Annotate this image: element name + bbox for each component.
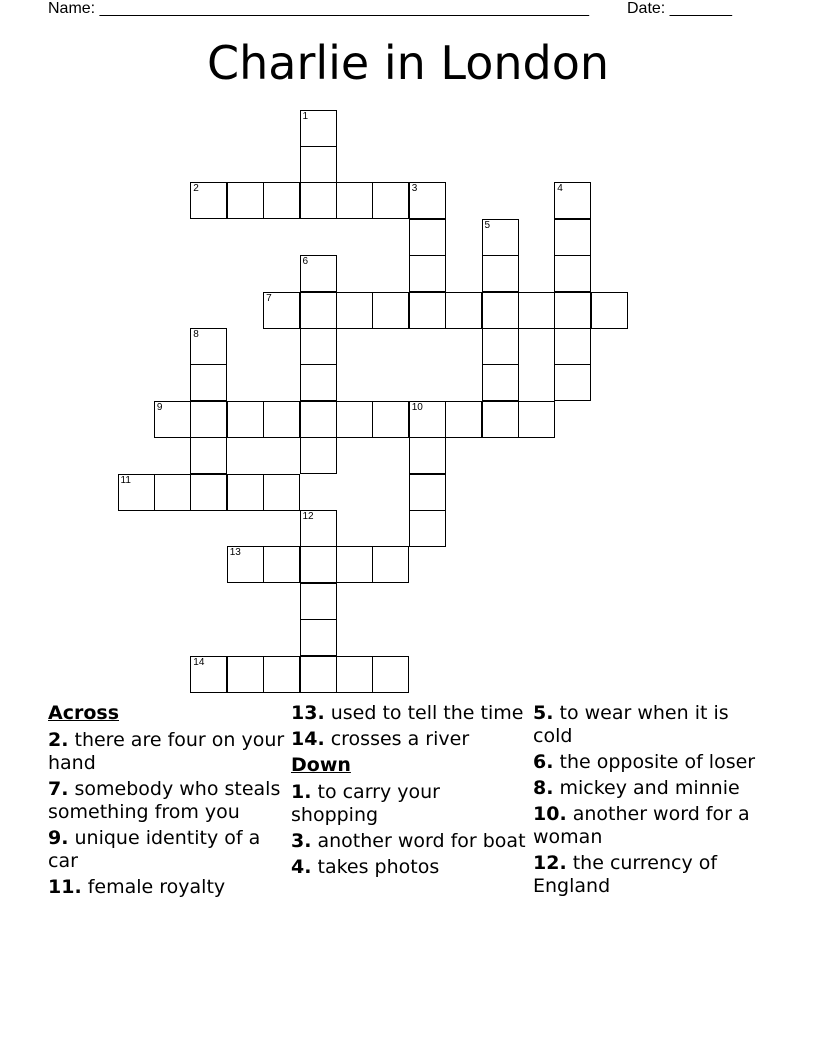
clue-text: to carry your shopping [291,781,440,826]
crossword-cell[interactable] [263,401,300,438]
clue-number-label: 9. [48,827,69,849]
clue-text: unique identity of a car [48,827,261,872]
clue-text: crosses a river [330,728,470,750]
crossword-cell[interactable] [227,474,264,511]
across-heading: Across [48,702,120,724]
name-field-line: Name: _______________________________________________________ [48,0,589,17]
crossword-cell[interactable] [300,619,337,656]
crossword-cell[interactable] [300,110,337,147]
date-field-line: Date: _______ [627,0,732,17]
crossword-cell[interactable] [518,401,555,438]
crossword-cell[interactable] [300,510,337,547]
clue-number: 4 [557,183,563,195]
crossword-cell[interactable] [336,546,373,583]
clue-number: 11 [120,474,131,486]
clue-number-label: 10. [533,803,567,825]
crossword-cell[interactable] [118,474,155,511]
crossword-cell[interactable] [409,255,446,292]
crossword-cell[interactable] [409,474,446,511]
crossword-cell[interactable] [300,401,337,438]
crossword-cell[interactable] [190,401,227,438]
crossword-cell[interactable] [190,182,227,219]
clue-item [533,852,773,898]
clue-number-label: 1. [291,781,312,803]
clue-column-2 [291,702,531,882]
clue-item [48,778,288,824]
clue-number: 14 [193,656,205,668]
crossword-cell[interactable] [482,292,519,329]
clue-number-label: 8. [533,777,554,799]
crossword-cell[interactable] [190,474,227,511]
crossword-cell[interactable] [482,401,519,438]
crossword-cell[interactable] [154,474,191,511]
clue-item [48,827,288,873]
crossword-cell[interactable] [409,510,446,547]
clue-item [291,830,531,853]
crossword-cell[interactable] [300,292,337,329]
clue-number-label: 12. [533,852,567,874]
clue-number-label: 4. [291,856,312,878]
crossword-cell[interactable] [336,401,373,438]
clue-item [533,803,773,849]
clue-number: 9 [156,401,163,413]
crossword-cell[interactable] [409,401,446,438]
crossword-cell[interactable] [263,182,300,219]
crossword-cell[interactable] [190,328,227,365]
clue-number: 2 [193,183,199,195]
crossword-cell[interactable] [336,182,373,219]
clue-number-label: 3. [291,830,312,852]
clue-number-label: 6. [533,751,554,773]
crossword-cell[interactable] [554,292,591,329]
clue-item [48,729,288,775]
crossword-cell[interactable] [300,437,337,474]
crossword-cell[interactable] [554,219,591,256]
crossword-cell[interactable] [300,146,337,183]
clue-item [291,702,531,725]
crossword-cell[interactable] [372,546,409,583]
crossword-cell[interactable] [300,546,337,583]
crossword-cell[interactable] [190,656,227,693]
crossword-cell[interactable] [409,219,446,256]
crossword-cell[interactable] [409,292,446,329]
crossword-cell[interactable] [591,292,628,329]
crossword-cell[interactable] [372,182,409,219]
clue-item [533,751,773,774]
crossword-cell[interactable] [482,364,519,401]
clue-text: to wear when it is cold [533,702,729,747]
crossword-cell[interactable] [554,255,591,292]
crossword-cell[interactable] [227,401,264,438]
clue-text: takes photos [317,856,440,878]
crossword-cell[interactable] [190,364,227,401]
clue-number-label: 2. [48,729,69,751]
crossword-cell[interactable] [263,546,300,583]
crossword-cell[interactable] [372,656,409,693]
crossword-cell[interactable] [554,182,591,219]
crossword-cell[interactable] [227,182,264,219]
crossword-cell[interactable] [445,292,482,329]
crossword-cell[interactable] [263,656,300,693]
clue-number: 8 [193,328,199,340]
clue-number-label: 14. [291,728,325,750]
crossword-cell[interactable] [300,364,337,401]
crossword-cell[interactable] [482,328,519,365]
clue-number-label: 11. [48,876,82,898]
clue-number: 5 [484,219,491,231]
clue-item [533,777,773,800]
crossword-cell[interactable] [336,656,373,693]
crossword-cell[interactable] [372,292,409,329]
crossword-cell[interactable] [227,546,264,583]
crossword-cell[interactable] [409,437,446,474]
clue-item [291,856,531,879]
crossword-cell[interactable] [300,583,337,620]
clue-text: female royalty [87,876,226,898]
crossword-cell[interactable] [336,292,373,329]
clue-number-label: 7. [48,778,69,800]
crossword-cell[interactable] [372,401,409,438]
clue-text: the opposite of loser [559,751,756,773]
crossword-cell[interactable] [518,292,555,329]
clue-number: 1 [302,110,309,122]
clue-number: 12 [302,510,314,522]
clue-number: 7 [266,292,272,304]
clue-number: 13 [229,547,241,559]
crossword-cell[interactable] [445,401,482,438]
clue-item [291,728,531,751]
clue-number-label: 5. [533,702,554,724]
clue-text: another word for boat [317,830,526,852]
clue-text: there are four on your hand [48,729,285,774]
crossword-cell[interactable] [190,437,227,474]
clue-number-label: 13. [291,702,325,724]
crossword-cell[interactable] [300,328,337,365]
clue-text: the currency of England [533,852,718,897]
crossword-cell[interactable] [300,182,337,219]
page-title: Charlie in London [206,36,610,90]
crossword-cell[interactable] [154,401,191,438]
crossword-cell[interactable] [300,656,337,693]
clue-number: 6 [302,256,309,268]
down-heading: Down [291,754,351,776]
crossword-cell[interactable] [227,656,264,693]
clue-number: 10 [411,401,423,413]
clue-item [291,781,531,827]
crossword-cell[interactable] [300,255,337,292]
clue-item [533,702,773,748]
crossword-cell[interactable] [482,219,519,256]
clue-column-1 [48,702,288,902]
crossword-cell[interactable] [409,182,446,219]
crossword-cell[interactable] [263,474,300,511]
clue-text: another word for a woman [533,803,750,848]
clue-text: mickey and minnie [559,777,740,799]
clue-column-3 [533,702,773,901]
clue-text: somebody who steals something from you [48,778,281,823]
clue-number: 3 [411,183,418,195]
crossword-cell[interactable] [482,255,519,292]
crossword-cell[interactable] [554,364,591,401]
crossword-cell[interactable] [263,292,300,329]
clue-text: used to tell the time [330,702,524,724]
clue-item [48,876,288,899]
crossword-cell[interactable] [554,328,591,365]
